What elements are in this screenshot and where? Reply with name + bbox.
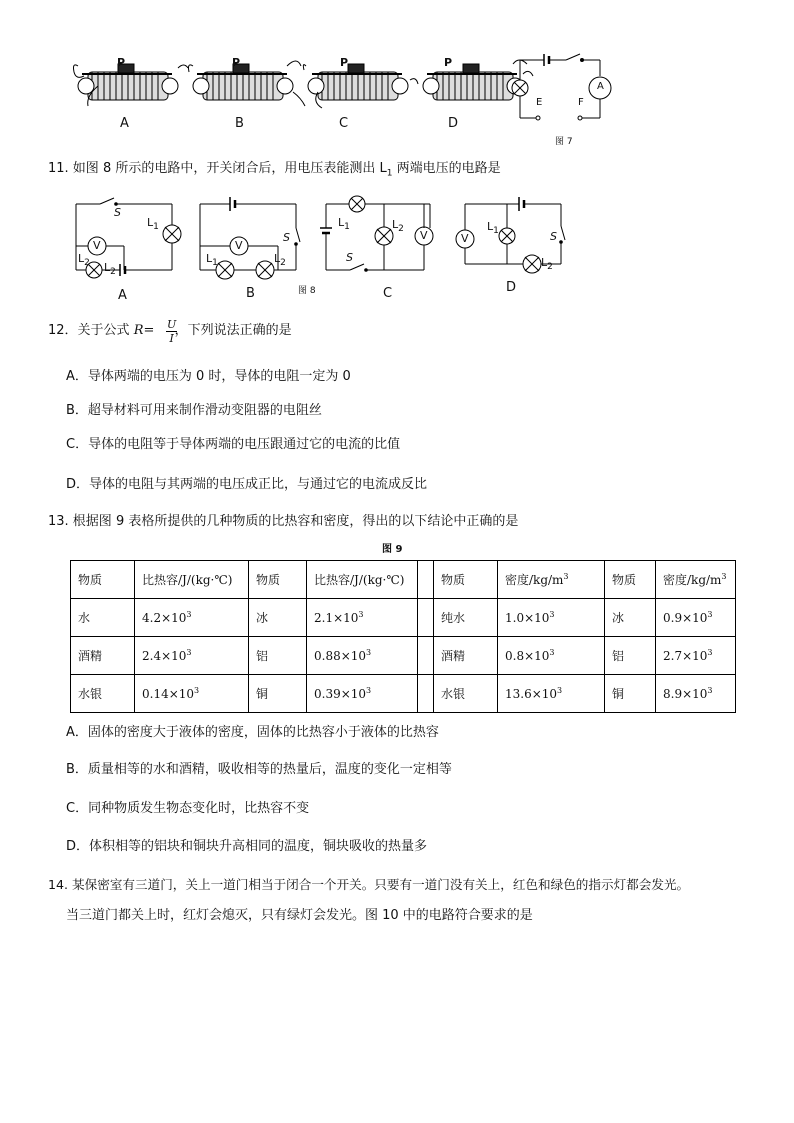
- table-header: 物质: [71, 561, 135, 599]
- table-cell: $2.1\times 10^3$: [307, 599, 418, 637]
- table-header-row: [71, 561, 736, 599]
- switch-label-b: S: [283, 231, 290, 244]
- table-cell: 铝: [605, 637, 656, 675]
- question-11-stem: 11. 如图 8 所示的电路中，开关闭合后，用电压表能测出 $L_1$ 两端电压的电路是: [48, 161, 501, 179]
- circuit-option-c: C: [383, 286, 393, 301]
- question-14-line-2: 当三道门都关上时，红灯会熄灭，只有绿灯会发光。图 10 中的电路符合要求的是: [66, 908, 533, 923]
- table-header: 密度$/kg/m^3$: [656, 561, 736, 599]
- table-header: 比热容/J/(kg·℃): [135, 561, 249, 599]
- figure-9-table: [70, 560, 736, 713]
- voltmeter-label-c: V: [420, 229, 428, 242]
- table-header: 物质: [249, 561, 307, 599]
- formula-r: R: [133, 323, 144, 338]
- lamp-label-a-l1: $L_1$: [147, 216, 159, 233]
- option-label-c: C: [339, 116, 349, 131]
- question-14-line-1: 14. 某保密室有三道门，关上一道门相当于闭合一个开关。只要有一道门没有关上，红色和绿色的指示灯都会发光。: [48, 877, 690, 892]
- table-cell: 铜: [249, 675, 307, 713]
- ammeter-label: A: [597, 81, 604, 92]
- slider-label-b: P: [232, 56, 241, 69]
- figure-8-circuit-d: [455, 192, 575, 292]
- table-cell: 酒精: [434, 637, 498, 675]
- lamp-label-a-l2: $L_2$: [104, 261, 116, 278]
- switch-label-a: S: [114, 206, 121, 219]
- table-cell: $4.2\times 10^3$: [135, 599, 249, 637]
- table-header: 物质: [605, 561, 656, 599]
- table-cell: 冰: [249, 599, 307, 637]
- table-cell: $2.7\times 10^3$: [656, 637, 736, 675]
- terminal-f: F: [578, 97, 584, 108]
- voltmeter-label-d: V: [461, 232, 469, 245]
- switch-label-c: S: [346, 251, 353, 264]
- lamp-label-a-l2-top: $L_2$: [78, 252, 90, 269]
- q13-option-c[interactable]: C．同种物质发生物态变化时，比热容不变: [66, 801, 310, 816]
- table-cell: $13.6\times 10^3$: [498, 675, 605, 713]
- figure-8-caption: 图 8: [298, 286, 316, 296]
- option-label-a: A: [120, 116, 129, 131]
- option-label-d: D: [448, 116, 459, 131]
- table-header: 密度$/kg/m^3$: [498, 561, 605, 599]
- figure-9-caption: 图 9: [382, 544, 403, 555]
- table-header: 比热容/J/(kg·℃): [307, 561, 418, 599]
- q12-option-c[interactable]: C．导体的电阻等于导体两端的电压跟通过它的电流的比值: [66, 437, 401, 452]
- table-cell: $0.88\times 10^3$: [307, 637, 418, 675]
- formula-fraction: U I: [167, 318, 177, 345]
- table-cell: 水银: [434, 675, 498, 713]
- table-cell: 纯水: [434, 599, 498, 637]
- circuit-option-b: B: [246, 286, 255, 301]
- q13-option-d[interactable]: D．体积相等的铝块和铜块升高相同的温度，铜块吸收的热量多: [66, 839, 428, 854]
- q12-option-a[interactable]: A．导体两端的电压为 0 时，导体的电阻一定为 0: [66, 369, 351, 384]
- table-row: [71, 599, 736, 637]
- lamp-label-c-l2: $L_2$: [392, 218, 404, 235]
- rheostat-a: [74, 64, 189, 106]
- slider-label-c: P: [340, 56, 349, 69]
- table-header: 物质: [434, 561, 498, 599]
- table-cell: $8.9\times 10^3$: [656, 675, 736, 713]
- table-cell: $0.14\times 10^3$: [135, 675, 249, 713]
- switch-label-d: S: [550, 230, 557, 243]
- rheostat-b: [189, 61, 306, 106]
- terminal-e: E: [536, 97, 543, 108]
- table-spacer: [418, 675, 434, 713]
- table-cell: $2.4\times 10^3$: [135, 637, 249, 675]
- q12-option-d[interactable]: D．导体的电阻与其两端的电压成正比，与通过它的电流成反比: [66, 477, 428, 492]
- rheostat-c: [303, 64, 418, 108]
- table-cell: 酒精: [71, 637, 135, 675]
- table-cell: 冰: [605, 599, 656, 637]
- table-cell: $1.0\times 10^3$: [498, 599, 605, 637]
- lamp-label-b-l1: $L_1$: [206, 252, 218, 269]
- table-cell: $0.8\times 10^3$: [498, 637, 605, 675]
- slider-label-d: P: [444, 56, 453, 69]
- table-spacer: [418, 561, 434, 599]
- table-row: [71, 637, 736, 675]
- circuit-c: [320, 196, 433, 271]
- circuit-option-d: D: [506, 280, 517, 295]
- question-12-stem: 12．关于公式 R= U I ，下列说法正确的是: [48, 318, 292, 345]
- table-spacer: [418, 637, 434, 675]
- table-cell: $0.9\times 10^3$: [656, 599, 736, 637]
- q13-option-b[interactable]: B．质量相等的水和酒精，吸收相等的热量后，温度的变化一定相等: [66, 762, 452, 777]
- voltmeter-label-a: V: [93, 239, 101, 252]
- option-label-b: B: [235, 116, 244, 131]
- table-cell: 水: [71, 599, 135, 637]
- lamp-label-d-l2: $L_2$: [541, 256, 553, 273]
- table-spacer: [418, 599, 434, 637]
- table-cell: $0.39\times 10^3$: [307, 675, 418, 713]
- table-cell: 水银: [71, 675, 135, 713]
- lamp-label-b-l2: $L_2$: [274, 252, 286, 269]
- circuit-option-a: A: [118, 288, 127, 303]
- voltmeter-label-b: V: [235, 239, 243, 252]
- figure-8-circuits: [70, 192, 450, 292]
- table-cell: 铝: [249, 637, 307, 675]
- lamp-label-d-l1: $L_1$: [487, 220, 499, 237]
- figure-7-caption: 图 7: [555, 137, 573, 147]
- table-row: [71, 675, 736, 713]
- q12-option-b[interactable]: B．超导材料可用来制作滑动变阻器的电阻丝: [66, 403, 322, 418]
- q13-option-a[interactable]: A．固体的密度大于液体的密度，固体的比热容小于液体的比热容: [66, 725, 439, 740]
- circuit-a: [76, 198, 181, 278]
- lamp-label-c-l1: $L_1$: [338, 216, 350, 233]
- slider-label-a: P: [117, 56, 126, 69]
- question-13-stem: 13. 根据图 9 表格所提供的几种物质的比热容和密度，得出的以下结论中正确的是: [48, 514, 519, 529]
- table-cell: 铜: [605, 675, 656, 713]
